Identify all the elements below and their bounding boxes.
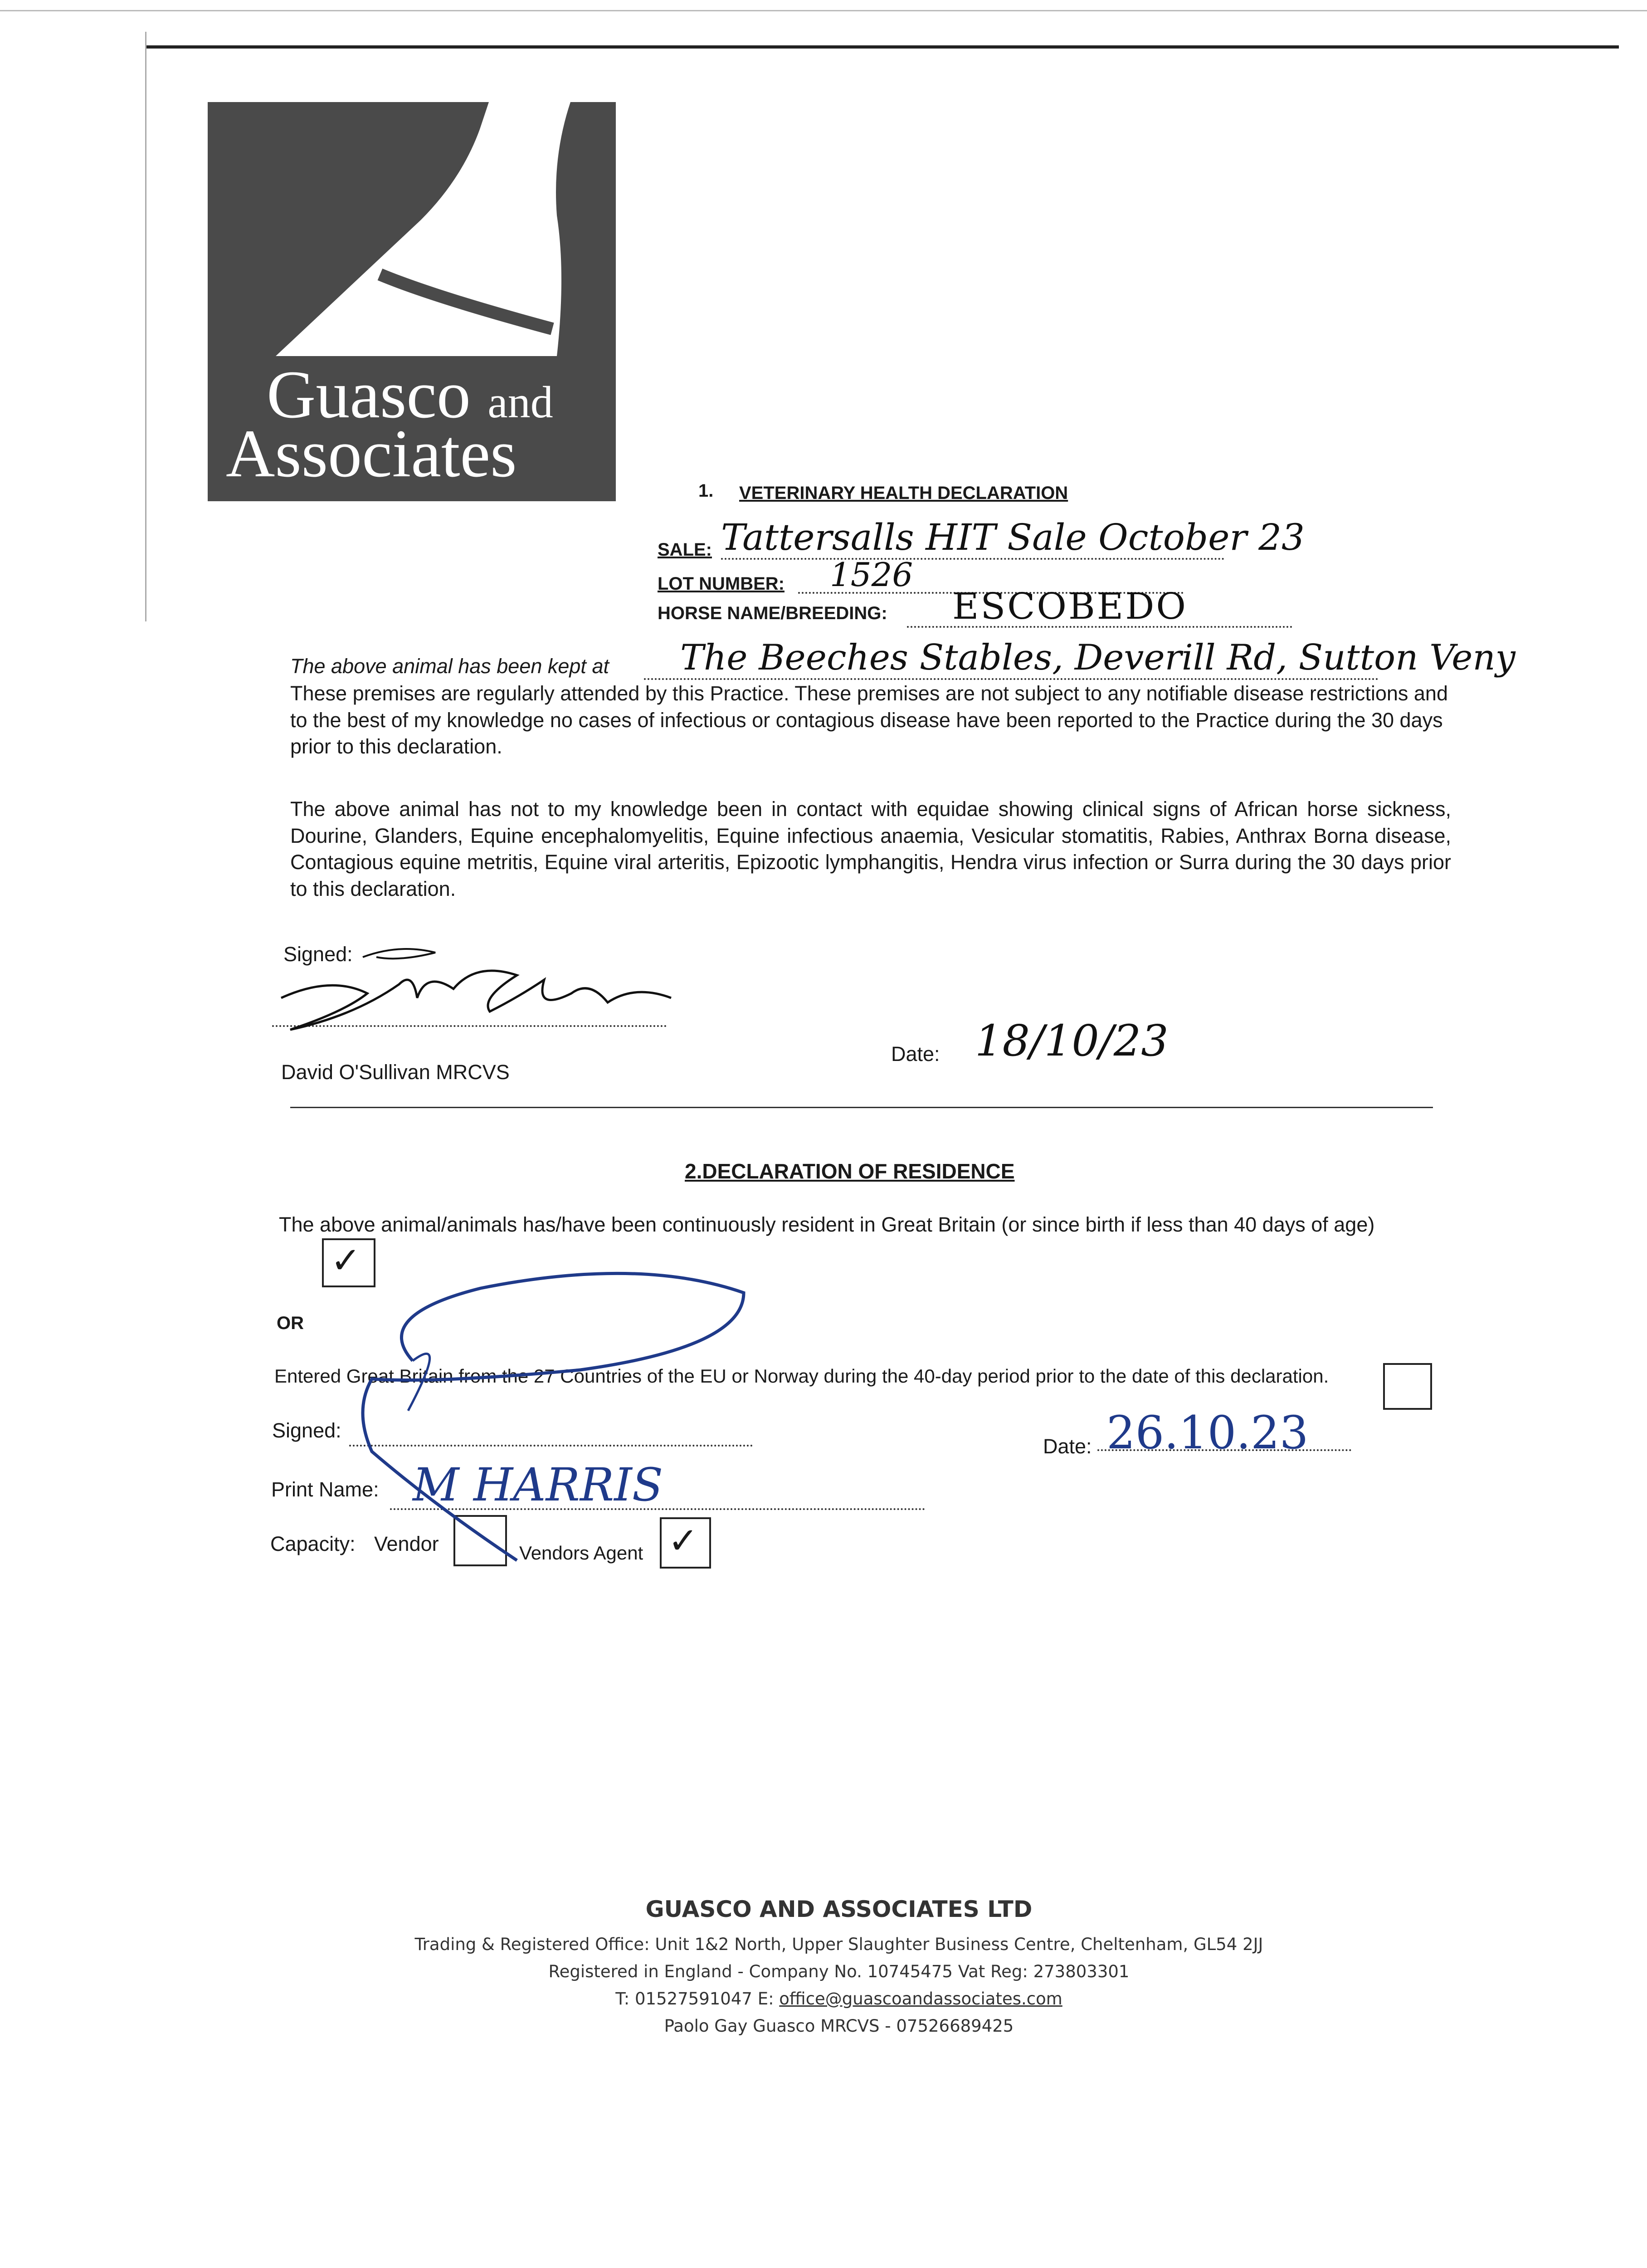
scan-edge-line: [0, 10, 1647, 11]
date-label-2: Date:: [1043, 1435, 1092, 1458]
print-name-value: M HARRIS: [413, 1458, 663, 1511]
print-name-label: Print Name:: [271, 1478, 379, 1501]
footer-registration: Registered in England - Company No. 10745475 Vat Reg: 273803301: [548, 1962, 1130, 1981]
vet-signature: [263, 943, 689, 1034]
horse-name-label: HORSE NAME/BREEDING:: [658, 603, 887, 623]
section2-title: 2.DECLARATION OF RESIDENCE: [685, 1159, 1015, 1183]
vet-name: David O'Sullivan MRCVS: [281, 1061, 510, 1084]
date-value-1: 18/10/23: [975, 1016, 1169, 1066]
checkmark-icon: ✓: [331, 1240, 361, 1281]
checkmark-icon: ✓: [668, 1520, 699, 1561]
company-logo: [208, 102, 616, 501]
sale-value: Tattersalls HIT Sale October 23: [721, 517, 1224, 560]
section1-number: 1.: [698, 481, 714, 501]
footer-company: GUASCO AND ASSOCIATES LTD: [645, 1896, 1033, 1922]
residence-checkbox-2[interactable]: [1383, 1363, 1432, 1410]
left-rule: [145, 32, 146, 621]
premises-paragraph: These premises are regularly attended by this Practice. These premises are not subject to any notifiable disease restrictions and to the best of my knowledge no cases of infectious or contagious disease have been reported to the Practice during the 30 days prior to this declaration.: [290, 682, 1448, 758]
capacity-label: Capacity:: [270, 1532, 356, 1555]
section1-title: VETERINARY HEALTH DECLARATION: [739, 483, 1068, 503]
signed-label-2: Signed:: [272, 1419, 341, 1442]
footer-email-link[interactable]: office@guascoandassociates.com: [779, 1989, 1062, 2009]
logo-line-1: Guasco and: [267, 357, 553, 432]
residence-option-2: Entered Great Britain from the 27 Countries of the EU or Norway during the 40-day period prior to the date of this declaration.: [274, 1365, 1329, 1387]
top-rule: [145, 45, 1619, 49]
vendor-label: Vendor: [374, 1532, 439, 1555]
or-label: OR: [277, 1313, 304, 1333]
logo-line-2: Associates: [226, 416, 517, 491]
kept-at-value: The Beeches Stables, Deverill Rd, Sutton Veny: [680, 637, 1515, 678]
footer-address: Trading & Registered Office: Unit 1&2 North, Upper Slaughter Business Centre, Cheltenham, GL54 2JJ: [414, 1935, 1263, 1954]
residence-option-1: The above animal/animals has/have been continuously resident in Great Britain (or since birth if less than 40 days of age): [279, 1213, 1375, 1236]
footer-phone: T: 01527591047 E:: [615, 1989, 780, 2009]
sale-label: SALE:: [658, 540, 712, 560]
signed-label-1: Signed:: [283, 943, 353, 966]
lot-number-value: 1526: [830, 556, 913, 594]
vendors-agent-label: Vendors Agent: [519, 1542, 643, 1564]
kept-at-label: The above animal has been kept at: [290, 655, 609, 678]
horse-name-value: ESCOBEDO: [952, 585, 1188, 627]
contact-paragraph: The above animal has not to my knowledge been in contact with equidae showing clinical signs of African horse sickness, Dourine, Glanders, Equine encephalomyelitis, Equine infectious anaemia, Vesicular stomatitis, Rabies, Anthrax Borna disease, Contagious equine metritis, Equine viral arteritis, Epizootic lymphangitis, Hendra virus infection or Surra during the 30 days prior to this declaration.: [290, 797, 1451, 900]
pen-scribble: [345, 1261, 762, 1569]
lot-number-label: LOT NUMBER:: [658, 574, 785, 594]
section-divider: [290, 1107, 1433, 1108]
date-value-2: 26.10.23: [1106, 1406, 1309, 1459]
footer-contact-person: Paolo Gay Guasco MRCVS - 07526689425: [664, 2016, 1014, 2036]
footer-contact: [408, 1989, 1270, 2009]
date-label-1: Date:: [891, 1042, 940, 1066]
